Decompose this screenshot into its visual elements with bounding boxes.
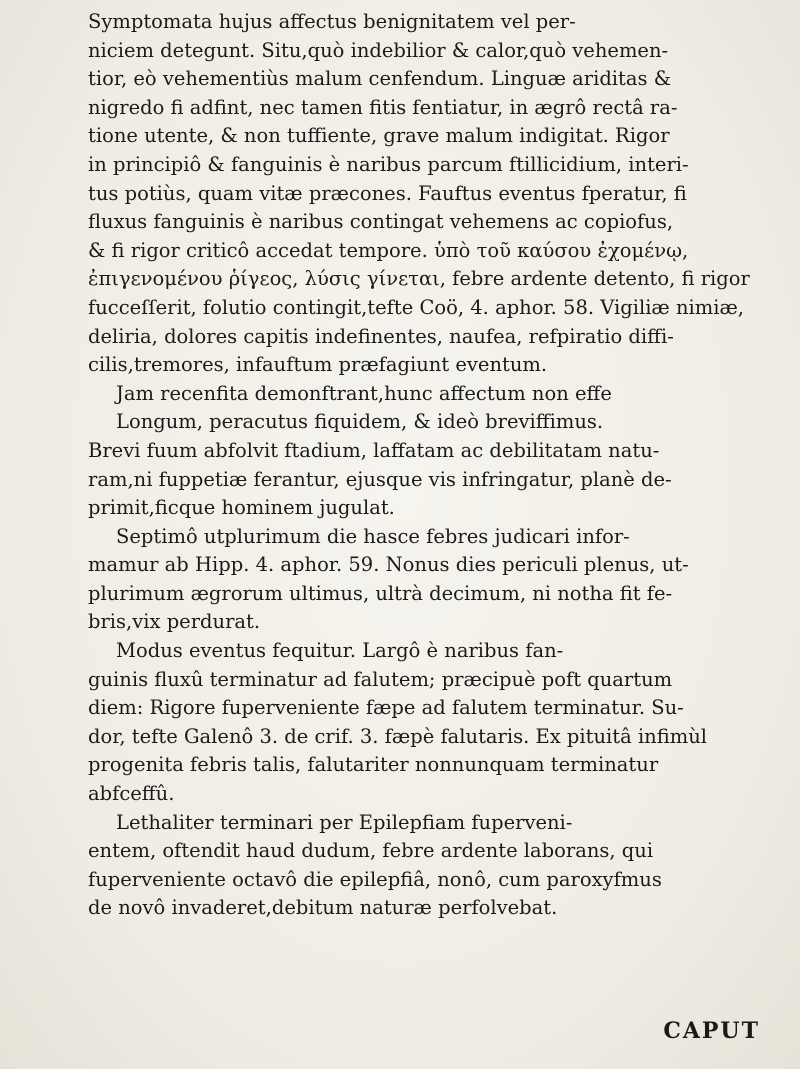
- text-line-12: deliria, dolores capitis indefinentes, naufea, refpiratio diffi-: [88, 324, 674, 348]
- text-line-11: fucceſſerit, folutio contingit,tefte Coö, 4. aphor. 58. Vigiliæ nimiæ,: [88, 295, 745, 319]
- text-line-31: fuperveniente octavô die epilepfiâ, nonô, cum paroxyfmus: [88, 867, 662, 891]
- text-line-14: Jam recenfita demonftrant,hunc affectum non effe: [116, 381, 612, 405]
- text-line-24: guinis fluxû terminatur ad falutem; præcipuè poft quartum: [88, 667, 673, 691]
- text-line-1: Symptomata hujus affectus benignitatem vel per-: [88, 10, 576, 33]
- text-line-4: nigredo fi adfint, nec tamen fitis fentiatur, in ægrô rectâ ra-: [88, 95, 678, 119]
- text-line-30: entem, oftendit haud dudum, febre ardente laborans, qui: [88, 839, 654, 863]
- text-line-5: tione utente, & non tuffiente, grave malum indigitat. Rigor: [88, 124, 670, 148]
- text-line-9: & fi rigor criticô accedat tempore. ὑπὸ τοῦ καύσου ἐχομένῳ,: [88, 238, 689, 262]
- body-text: [88, 8, 768, 923]
- text-line-22: bris,vix perdurat.: [88, 610, 261, 634]
- text-line-18: primit,ficque hominem jugulat.: [88, 496, 395, 520]
- text-line-23: Modus eventus fequitur. Largô è naribus fan-: [116, 639, 564, 663]
- text-line-8: fluxus fanguinis è naribus contingat vehemens ac copiofus,: [88, 210, 674, 234]
- catchword: CAPUT: [663, 1018, 760, 1044]
- text-line-2: niciem detegunt. Situ,quò indebilior & calor,quò vehemen-: [88, 38, 669, 62]
- text-line-7: tus potiùs, quam vitæ præcones. Fauftus eventus fperatur, fi: [88, 181, 687, 205]
- text-line-15: Longum, peracutus fiquidem, & ideò breviffimus.: [116, 410, 604, 434]
- text-line-27: progenita febris talis, falutariter nonnunquam terminatur: [88, 753, 659, 777]
- text-line-13: cilis,tremores, infauftum præfagiunt eventum.: [88, 353, 548, 377]
- text-line-20: mamur ab Hipp. 4. aphor. 59. Nonus dies periculi plenus, ut-: [88, 553, 689, 577]
- text-line-29: Lethaliter terminari per Epilepfiam fuperveni-: [116, 810, 573, 834]
- text-line-10: ἐπιγενομένου ῥίγεος, λύσις γίνεται, febre ardente detento, fi rigor: [88, 267, 750, 291]
- text-line-17: ram,ni fuppetiæ ferantur, ejusque vis infringatur, planè de-: [88, 467, 672, 491]
- text-line-25: diem: Rigore fuperveniente fæpe ad falutem terminatur. Su-: [88, 696, 684, 720]
- text-line-6: in principiô & fanguinis è naribus parcum ftillicidium, interi-: [88, 152, 689, 176]
- text-line-3: tior, eò vehementiùs malum cenfendum. Linguæ ariditas &: [88, 67, 672, 91]
- text-line-32: de novô invaderet,debitum naturæ perfolvebat.: [88, 896, 558, 920]
- text-line-19: Septimô utplurimum die hasce febres judicari infor-: [116, 524, 630, 548]
- text-line-21: plurimum ægrorum ultimus, ultrà decimum, ni notha fit fe-: [88, 581, 673, 605]
- text-line-16: Brevi fuum abfolvit ftadium, laffatam ac debilitatam natu-: [88, 438, 660, 462]
- text-line-28: abfceffû.: [88, 782, 175, 806]
- text-line-26: dor, tefte Galenô 3. de crif. 3. fæpè falutaris. Ex pituitâ infimùl: [88, 724, 708, 748]
